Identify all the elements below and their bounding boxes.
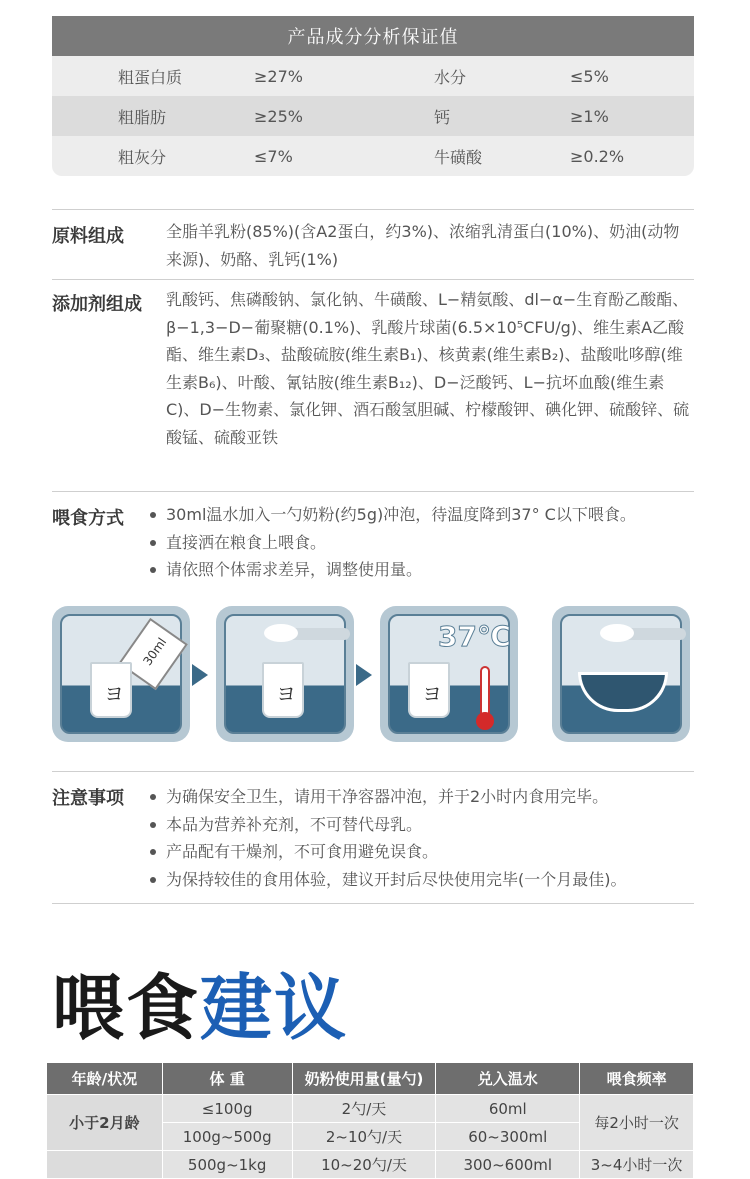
column-header: 年龄/状况 bbox=[47, 1063, 163, 1095]
additives-text: 乳酸钙、焦磷酸钠、氯化钠、牛磺酸、L−精氨酸、dl−α−生育酚乙酸酯、β−1,3−D−葡聚糖(0.1%)、乳酸片球菌(6.5×10⁵CFU/g)、维生素A乙酸酯、维生素D₃、盐酸硫胺(维生素B₁)、核黄素(维生素B₂)、盐酸吡哆醇(维生素B₆)、叶酸、氰钴胺(维生素B₁₂)、D−泛酸钙、L−抗坏血酸(维生素C)、D−生物素、氯化钾、酒石酸氢胆碱、柠檬酸钾、碘化钾、硫酸锌、硫酸锰、硫酸亚铁 bbox=[166, 290, 690, 447]
analysis-key: 水分 bbox=[434, 67, 467, 87]
column-header: 喂食频率 bbox=[580, 1063, 694, 1095]
arrow-right-icon bbox=[356, 664, 372, 686]
analysis-key: 钙 bbox=[434, 107, 451, 127]
divider bbox=[52, 279, 694, 280]
divider bbox=[52, 771, 694, 772]
feeding-table bbox=[46, 1062, 694, 1179]
analysis-row bbox=[52, 96, 694, 136]
analysis-key: 牛磺酸 bbox=[434, 147, 483, 167]
analysis-value: ≥0.2% bbox=[570, 146, 625, 166]
temperature-label: 37℃ bbox=[438, 620, 511, 653]
arrow-right-icon bbox=[192, 664, 208, 686]
step-sprinkle-food-illustration bbox=[552, 606, 690, 742]
cup-icon bbox=[408, 662, 450, 718]
scoop-label: 30ml bbox=[140, 635, 170, 669]
table-cell: 500g~1kg bbox=[162, 1151, 292, 1179]
spoon-head-icon bbox=[600, 624, 634, 642]
notes-list bbox=[148, 783, 627, 893]
ingredients-text: 全脂羊乳粉(85%)(含A2蛋白，约3%)、浓缩乳清蛋白(10%)、奶油(动物来源)、奶酪、乳钙(1%) bbox=[166, 222, 680, 269]
analysis-key: 粗蛋白质 bbox=[118, 67, 183, 87]
age-cell bbox=[47, 1151, 163, 1179]
step-scoop-illustration bbox=[216, 606, 354, 742]
divider bbox=[52, 903, 694, 904]
table-row bbox=[47, 1151, 694, 1179]
analysis-value: ≥1% bbox=[570, 106, 609, 126]
step-temperature-illustration bbox=[380, 606, 518, 742]
notes-label: 注意事项 bbox=[52, 788, 124, 809]
list-item: 直接洒在粮食上喂食。 bbox=[148, 529, 636, 557]
analysis-key: 粗灰分 bbox=[118, 147, 167, 167]
step-pour-powder-illustration bbox=[52, 606, 190, 742]
cup-icon bbox=[262, 662, 304, 718]
analysis-value: ≤7% bbox=[254, 146, 293, 166]
divider bbox=[52, 491, 694, 492]
list-item: 产品配有干燥剂，不可食用避免误食。 bbox=[148, 838, 627, 866]
column-header: 奶粉使用量(量勺) bbox=[292, 1063, 436, 1095]
table-cell: 100g~500g bbox=[162, 1123, 292, 1151]
table-cell: ≤100g bbox=[162, 1095, 292, 1123]
food-bowl-icon bbox=[578, 672, 668, 712]
table-cell: 2勺/天 bbox=[292, 1095, 436, 1123]
thermometer-bulb-icon bbox=[476, 712, 494, 730]
feeding-method-label: 喂食方式 bbox=[52, 508, 124, 529]
list-item: 30ml温水加入一勺奶粉(约5g)冲泡，待温度降到37° C以下喂食。 bbox=[148, 501, 636, 529]
list-item: 为确保安全卫生，请用干净容器冲泡，并于2小时内食用完毕。 bbox=[148, 783, 627, 811]
frequency-cell: 每2小时一次 bbox=[580, 1095, 694, 1151]
list-item: 本品为营养补充剂，不可替代母乳。 bbox=[148, 811, 627, 839]
table-header-row bbox=[47, 1063, 694, 1095]
frequency-cell: 3~4小时一次 bbox=[580, 1151, 694, 1179]
list-item: 请依照个体需求差异，调整使用量。 bbox=[148, 556, 636, 584]
title-part-1: 喂食 bbox=[52, 966, 201, 1050]
analysis-value: ≤5% bbox=[570, 66, 609, 86]
table-cell: 60ml bbox=[436, 1095, 580, 1123]
age-cell: 小于2月龄 bbox=[47, 1095, 163, 1151]
feeding-method-list bbox=[148, 501, 636, 584]
spoon-head-icon bbox=[264, 624, 298, 642]
divider bbox=[52, 209, 694, 210]
thermometer-icon bbox=[480, 666, 490, 718]
analysis-title: 产品成分分析保证值 bbox=[52, 16, 694, 56]
cup-icon bbox=[90, 662, 132, 718]
column-header: 兑入温水 bbox=[436, 1063, 580, 1095]
table-cell: 2~10勺/天 bbox=[292, 1123, 436, 1151]
feeding-suggestion-title bbox=[52, 950, 348, 1054]
title-part-2: 建议 bbox=[200, 966, 349, 1050]
analysis-value: ≥27% bbox=[254, 66, 303, 86]
ingredients-label: 原料组成 bbox=[52, 226, 124, 247]
analysis-row bbox=[52, 136, 694, 176]
analysis-value: ≥25% bbox=[254, 106, 303, 126]
additives-label: 添加剂组成 bbox=[52, 294, 142, 315]
list-item: 为保持较佳的食用体验，建议开封后尽快使用完毕(一个月最佳)。 bbox=[148, 866, 627, 894]
analysis-row bbox=[52, 56, 694, 96]
table-row bbox=[47, 1095, 694, 1123]
table-cell: 300~600ml bbox=[436, 1151, 580, 1179]
analysis-key: 粗脂肪 bbox=[118, 107, 167, 127]
analysis-table bbox=[52, 16, 694, 176]
column-header: 体 重 bbox=[162, 1063, 292, 1095]
table-cell: 60~300ml bbox=[436, 1123, 580, 1151]
table-cell: 10~20勺/天 bbox=[292, 1151, 436, 1179]
